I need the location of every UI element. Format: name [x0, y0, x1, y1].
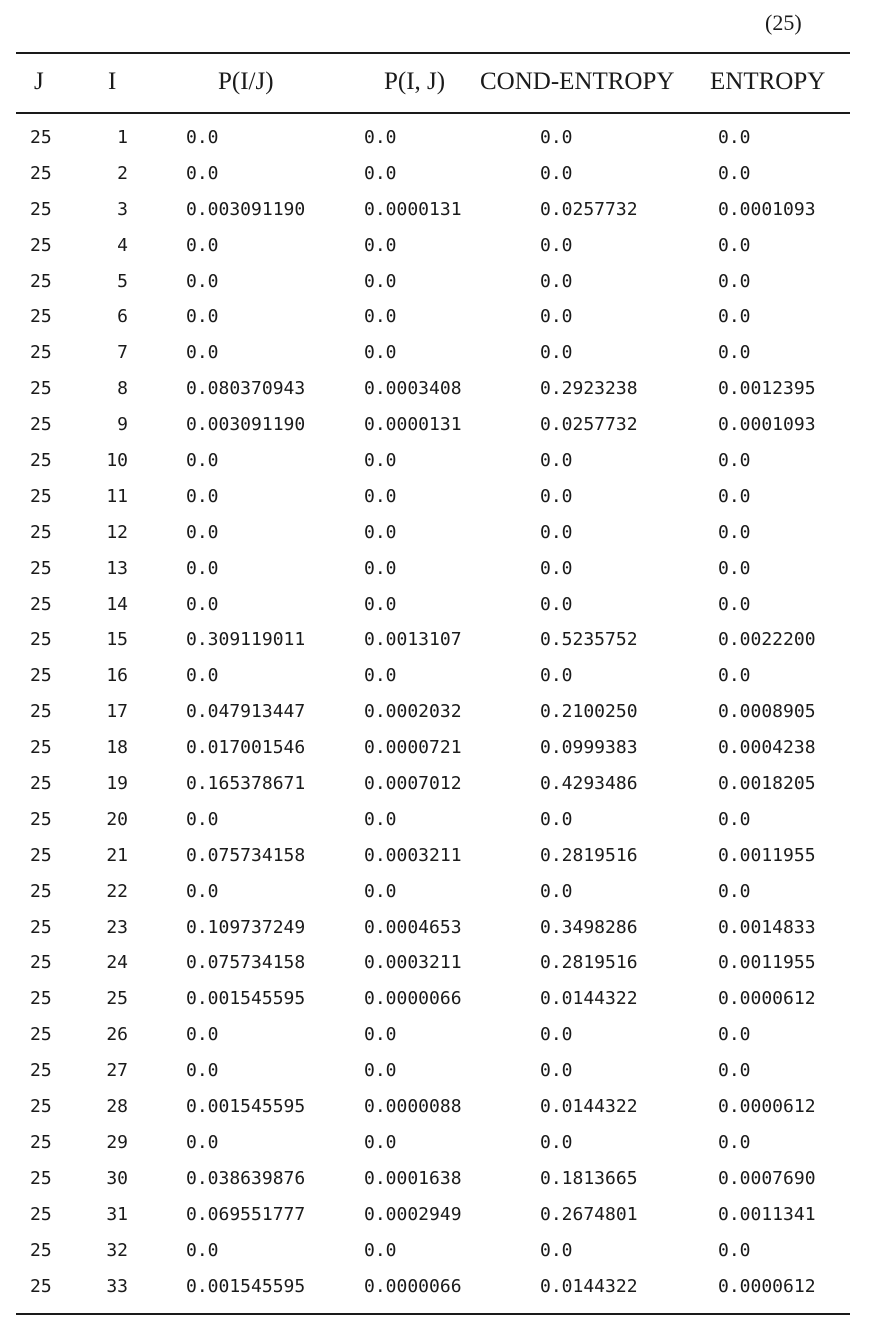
table-row — [0, 301, 880, 337]
cell-j: 25 — [30, 988, 52, 1010]
cell-p-i-given-j: 0.0 — [186, 234, 219, 256]
cell-p-i-j: 0.0 — [364, 450, 397, 472]
header-rule — [16, 112, 850, 114]
cell-j: 25 — [30, 701, 52, 723]
cell-p-i-j: 0.0 — [364, 521, 397, 543]
cell-j: 25 — [30, 1024, 52, 1046]
cell-j: 25 — [30, 808, 52, 830]
table-row — [0, 947, 880, 983]
cell-cond-entropy: 0.0257732 — [540, 198, 638, 220]
cell-entropy: 0.0 — [718, 342, 751, 364]
cell-p-i-given-j: 0.0 — [186, 485, 219, 507]
cell-i: 31 — [106, 1203, 128, 1225]
cell-p-i-given-j: 0.080370943 — [186, 378, 306, 400]
cell-j: 25 — [30, 916, 52, 938]
cell-cond-entropy: 0.0144322 — [540, 1096, 638, 1118]
cell-p-i-given-j: 0.001545595 — [186, 1275, 306, 1297]
cell-p-i-j: 0.0 — [364, 665, 397, 687]
cell-p-i-given-j: 0.0 — [186, 306, 219, 328]
cell-i: 3 — [117, 198, 128, 220]
table-row — [0, 122, 880, 158]
cell-j: 25 — [30, 450, 52, 472]
cell-p-i-j: 0.0003211 — [364, 844, 462, 866]
cell-entropy: 0.0001093 — [718, 198, 816, 220]
cell-p-i-j: 0.0 — [364, 234, 397, 256]
table-body — [0, 122, 880, 1306]
cell-p-i-given-j: 0.0 — [186, 270, 219, 292]
cell-i: 29 — [106, 1131, 128, 1153]
table-row — [0, 732, 880, 768]
cell-p-i-given-j: 0.0 — [186, 1024, 219, 1046]
cell-cond-entropy: 0.3498286 — [540, 916, 638, 938]
cell-cond-entropy: 0.0144322 — [540, 1275, 638, 1297]
cell-entropy: 0.0 — [718, 450, 751, 472]
cell-j: 25 — [30, 629, 52, 651]
cell-p-i-j: 0.0 — [364, 306, 397, 328]
cell-i: 12 — [106, 521, 128, 543]
cell-j: 25 — [30, 521, 52, 543]
cell-cond-entropy: 0.0 — [540, 1060, 573, 1082]
cell-cond-entropy: 0.0 — [540, 127, 573, 148]
cell-j: 25 — [30, 270, 52, 292]
cell-p-i-j: 0.0000131 — [364, 198, 462, 220]
cell-i: 15 — [106, 629, 128, 651]
cell-cond-entropy: 0.0144322 — [540, 988, 638, 1010]
table-row — [0, 696, 880, 732]
cell-p-i-j: 0.0000721 — [364, 737, 462, 759]
cell-cond-entropy: 0.0 — [540, 306, 573, 328]
cell-i: 22 — [106, 880, 128, 902]
cell-j: 25 — [30, 557, 52, 579]
cell-cond-entropy: 0.0 — [540, 593, 573, 615]
cell-j: 25 — [30, 198, 52, 220]
cell-j: 25 — [30, 737, 52, 759]
cell-j: 25 — [30, 378, 52, 400]
table-row — [0, 1163, 880, 1199]
cell-i: 32 — [106, 1239, 128, 1261]
table-row — [0, 194, 880, 230]
cell-i: 16 — [106, 665, 128, 687]
header-cond-entropy: COND-ENTROPY — [480, 68, 675, 95]
cell-p-i-given-j: 0.309119011 — [186, 629, 306, 651]
cell-p-i-j: 0.0013107 — [364, 629, 462, 651]
cell-j: 25 — [30, 485, 52, 507]
cell-i: 14 — [106, 593, 128, 615]
table-row — [0, 1127, 880, 1163]
cell-cond-entropy: 0.1813665 — [540, 1167, 638, 1189]
cell-cond-entropy: 0.0 — [540, 880, 573, 902]
table-row — [0, 589, 880, 625]
table-row — [0, 517, 880, 553]
cell-p-i-given-j: 0.0 — [186, 665, 219, 687]
table-row — [0, 373, 880, 409]
page-number: (25) — [765, 10, 802, 35]
cell-i: 27 — [106, 1060, 128, 1082]
cell-p-i-given-j: 0.0 — [186, 1060, 219, 1082]
table-row — [0, 912, 880, 948]
table-row — [0, 158, 880, 194]
cell-j: 25 — [30, 306, 52, 328]
cell-i: 30 — [106, 1167, 128, 1189]
cell-p-i-j: 0.0 — [364, 557, 397, 579]
cell-entropy: 0.0014833 — [718, 916, 816, 938]
table-row — [0, 1271, 880, 1307]
cell-p-i-given-j: 0.038639876 — [186, 1167, 306, 1189]
cell-j: 25 — [30, 773, 52, 795]
cell-cond-entropy: 0.0 — [540, 808, 573, 830]
table-row — [0, 840, 880, 876]
header-entropy: ENTROPY — [710, 68, 826, 95]
cell-p-i-given-j: 0.001545595 — [186, 1096, 306, 1118]
cell-p-i-given-j: 0.0 — [186, 808, 219, 830]
cell-entropy: 0.0000612 — [718, 1275, 816, 1297]
table-row — [0, 983, 880, 1019]
cell-p-i-j: 0.0 — [364, 342, 397, 364]
cell-p-i-j: 0.0007012 — [364, 773, 462, 795]
table-row — [0, 409, 880, 445]
cell-j: 25 — [30, 162, 52, 184]
cell-j: 25 — [30, 414, 52, 436]
cell-p-i-given-j: 0.0 — [186, 162, 219, 184]
cell-entropy: 0.0 — [718, 162, 751, 184]
cell-p-i-j: 0.0002032 — [364, 701, 462, 723]
cell-entropy: 0.0 — [718, 521, 751, 543]
cell-p-i-j: 0.0 — [364, 485, 397, 507]
cell-entropy: 0.0022200 — [718, 629, 816, 651]
table-row — [0, 553, 880, 589]
cell-p-i-given-j: 0.003091190 — [186, 198, 306, 220]
cell-i: 13 — [106, 557, 128, 579]
table-row — [0, 266, 880, 302]
top-rule — [16, 52, 850, 54]
table-row — [0, 1019, 880, 1055]
cell-p-i-given-j: 0.0 — [186, 1131, 219, 1153]
cell-cond-entropy: 0.0 — [540, 270, 573, 292]
cell-entropy: 0.0 — [718, 665, 751, 687]
cell-cond-entropy: 0.0 — [540, 1239, 573, 1261]
cell-i: 33 — [106, 1275, 128, 1297]
cell-entropy: 0.0000612 — [718, 1096, 816, 1118]
cell-p-i-given-j: 0.0 — [186, 593, 219, 615]
cell-entropy: 0.0018205 — [718, 773, 816, 795]
cell-entropy: 0.0 — [718, 1060, 751, 1082]
cell-j: 25 — [30, 127, 52, 148]
cell-cond-entropy: 0.0257732 — [540, 414, 638, 436]
cell-cond-entropy: 0.0 — [540, 557, 573, 579]
cell-entropy: 0.0 — [718, 485, 751, 507]
cell-cond-entropy: 0.0 — [540, 450, 573, 472]
cell-j: 25 — [30, 1239, 52, 1261]
cell-p-i-given-j: 0.0 — [186, 1239, 219, 1261]
cell-p-i-given-j: 0.0 — [186, 342, 219, 364]
cell-i: 28 — [106, 1096, 128, 1118]
table-row — [0, 1235, 880, 1271]
cell-p-i-given-j: 0.069551777 — [186, 1203, 306, 1225]
header-j: J — [34, 68, 44, 95]
cell-j: 25 — [30, 665, 52, 687]
cell-p-i-j: 0.0 — [364, 270, 397, 292]
cell-p-i-given-j: 0.075734158 — [186, 952, 306, 974]
cell-p-i-given-j: 0.001545595 — [186, 988, 306, 1010]
cell-cond-entropy: 0.2674801 — [540, 1203, 638, 1225]
cell-cond-entropy: 0.5235752 — [540, 629, 638, 651]
cell-p-i-given-j: 0.017001546 — [186, 737, 306, 759]
bottom-rule — [16, 1313, 850, 1315]
header-p-i-given-j: P(I/J) — [218, 68, 274, 95]
cell-cond-entropy: 0.0 — [540, 234, 573, 256]
cell-j: 25 — [30, 1060, 52, 1082]
cell-i: 24 — [106, 952, 128, 974]
cell-p-i-j: 0.0 — [364, 1131, 397, 1153]
cell-p-i-given-j: 0.0 — [186, 521, 219, 543]
cell-entropy: 0.0011955 — [718, 844, 816, 866]
cell-entropy: 0.0011955 — [718, 952, 816, 974]
cell-cond-entropy: 0.2819516 — [540, 844, 638, 866]
cell-p-i-given-j: 0.0 — [186, 557, 219, 579]
header-p-i-j: P(I, J) — [384, 68, 446, 95]
cell-j: 25 — [30, 880, 52, 902]
cell-cond-entropy: 0.0 — [540, 1131, 573, 1153]
cell-cond-entropy: 0.0 — [540, 342, 573, 364]
table-row — [0, 337, 880, 373]
cell-j: 25 — [30, 1203, 52, 1225]
cell-entropy: 0.0011341 — [718, 1203, 816, 1225]
cell-cond-entropy: 0.2100250 — [540, 701, 638, 723]
cell-j: 25 — [30, 1275, 52, 1297]
table-row — [0, 624, 880, 660]
cell-i: 26 — [106, 1024, 128, 1046]
cell-i: 20 — [106, 808, 128, 830]
table-row — [0, 1055, 880, 1091]
header-i: I — [108, 68, 117, 95]
cell-entropy: 0.0 — [718, 808, 751, 830]
cell-p-i-j: 0.0003211 — [364, 952, 462, 974]
table-row — [0, 1091, 880, 1127]
cell-entropy: 0.0 — [718, 557, 751, 579]
table-row — [0, 660, 880, 696]
cell-i: 10 — [106, 450, 128, 472]
cell-i: 2 — [117, 162, 128, 184]
cell-i: 7 — [117, 342, 128, 364]
cell-i: 17 — [106, 701, 128, 723]
cell-cond-entropy: 0.0 — [540, 162, 573, 184]
cell-entropy: 0.0 — [718, 593, 751, 615]
table-row — [0, 768, 880, 804]
cell-p-i-j: 0.0003408 — [364, 378, 462, 400]
cell-p-i-given-j: 0.165378671 — [186, 773, 306, 795]
cell-p-i-given-j: 0.109737249 — [186, 916, 306, 938]
cell-p-i-j: 0.0 — [364, 127, 397, 148]
cell-entropy: 0.0012395 — [718, 378, 816, 400]
cell-i: 6 — [117, 306, 128, 328]
cell-i: 9 — [117, 414, 128, 436]
cell-p-i-given-j: 0.003091190 — [186, 414, 306, 436]
cell-i: 19 — [106, 773, 128, 795]
cell-p-i-j: 0.0001638 — [364, 1167, 462, 1189]
cell-p-i-j: 0.0002949 — [364, 1203, 462, 1225]
cell-j: 25 — [30, 593, 52, 615]
cell-p-i-j: 0.0000131 — [364, 414, 462, 436]
cell-p-i-j: 0.0004653 — [364, 916, 462, 938]
cell-p-i-j: 0.0 — [364, 808, 397, 830]
cell-cond-entropy: 0.0 — [540, 665, 573, 687]
cell-p-i-j: 0.0 — [364, 880, 397, 902]
cell-j: 25 — [30, 1167, 52, 1189]
cell-entropy: 0.0 — [718, 306, 751, 328]
cell-cond-entropy: 0.0 — [540, 521, 573, 543]
cell-p-i-given-j: 0.0 — [186, 450, 219, 472]
cell-j: 25 — [30, 844, 52, 866]
cell-i: 21 — [106, 844, 128, 866]
table-row — [0, 1199, 880, 1235]
cell-i: 18 — [106, 737, 128, 759]
cell-j: 25 — [30, 234, 52, 256]
cell-j: 25 — [30, 952, 52, 974]
cell-i: 4 — [117, 234, 128, 256]
cell-entropy: 0.0 — [718, 127, 751, 148]
cell-i: 25 — [106, 988, 128, 1010]
cell-j: 25 — [30, 342, 52, 364]
cell-cond-entropy: 0.0 — [540, 485, 573, 507]
cell-entropy: 0.0004238 — [718, 737, 816, 759]
cell-p-i-j: 0.0 — [364, 593, 397, 615]
cell-entropy: 0.0 — [718, 270, 751, 292]
cell-p-i-j: 0.0000088 — [364, 1096, 462, 1118]
cell-cond-entropy: 0.0999383 — [540, 737, 638, 759]
table-row — [0, 445, 880, 481]
cell-p-i-j: 0.0 — [364, 1024, 397, 1046]
cell-cond-entropy: 0.2923238 — [540, 378, 638, 400]
cell-i: 5 — [117, 270, 128, 292]
table-row — [0, 876, 880, 912]
cell-entropy: 0.0 — [718, 1239, 751, 1261]
cell-p-i-given-j: 0.047913447 — [186, 701, 306, 723]
cell-i: 8 — [117, 378, 128, 400]
cell-entropy: 0.0 — [718, 1024, 751, 1046]
cell-p-i-j: 0.0 — [364, 1060, 397, 1082]
cell-p-i-given-j: 0.0 — [186, 880, 219, 902]
cell-entropy: 0.0000612 — [718, 988, 816, 1010]
cell-entropy: 0.0001093 — [718, 414, 816, 436]
cell-entropy: 0.0 — [718, 1131, 751, 1153]
cell-p-i-j: 0.0 — [364, 162, 397, 184]
cell-cond-entropy: 0.0 — [540, 1024, 573, 1046]
cell-p-i-j: 0.0000066 — [364, 1275, 462, 1297]
cell-entropy: 0.0007690 — [718, 1167, 816, 1189]
cell-p-i-given-j: 0.075734158 — [186, 844, 306, 866]
cell-j: 25 — [30, 1096, 52, 1118]
cell-i: 11 — [106, 485, 128, 507]
cell-p-i-j: 0.0000066 — [364, 988, 462, 1010]
cell-j: 25 — [30, 1131, 52, 1153]
cell-p-i-given-j: 0.0 — [186, 127, 219, 148]
cell-entropy: 0.0 — [718, 234, 751, 256]
cell-entropy: 0.0 — [718, 880, 751, 902]
table-row — [0, 804, 880, 840]
cell-i: 1 — [117, 127, 128, 148]
cell-p-i-j: 0.0 — [364, 1239, 397, 1261]
cell-i: 23 — [106, 916, 128, 938]
table-row — [0, 230, 880, 266]
cell-cond-entropy: 0.2819516 — [540, 952, 638, 974]
table-row — [0, 481, 880, 517]
cell-entropy: 0.0008905 — [718, 701, 816, 723]
cell-cond-entropy: 0.4293486 — [540, 773, 638, 795]
